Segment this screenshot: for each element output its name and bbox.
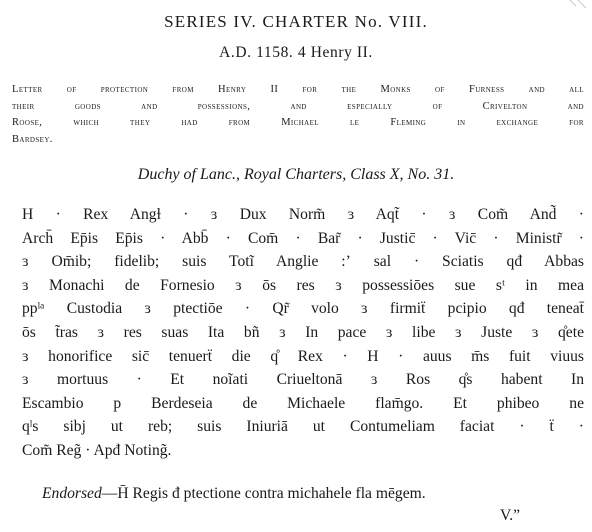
charter-line: ōs t̃ras ɜ res suas Ita bñ ɜ In pace ɜ libe ɜ Juste ɜ q̊ete — [22, 323, 584, 341]
charter-line: ɜ Monachi de Fornesio ɜ ōs res ɜ possessiōes sue sᵗ in mea — [22, 276, 584, 294]
summary-line: Letter of protection from Henry II for the Monks of Furness and all — [12, 84, 584, 95]
charter-line: ppˡᵃ Custodia ɜ ptectiōe · Qr̃ volo ɜ firmiẗ pcipio qđ teneat̄ — [22, 300, 584, 318]
series-heading: SERIES IV. CHARTER No. VIII. — [164, 12, 428, 31]
charter-line: ɜ honorifice sic̄ tenuerẗ die q̊ Rex · H · auus m̄s fuit viuus — [22, 347, 584, 365]
charter-line: ɜ Om̄ib; fidelib; suis Totĩ Anglie :ʼ sal · Sciatis qđ Abbas — [22, 253, 584, 271]
charter-line: Arch̄ Ep̄is Ep̄is · Abb̄ · Com̄ · Bar̃ · Justic̄ · Vic̄ · Ministr̃ · — [22, 229, 584, 247]
charter-line: ɜ mortuus · Et noĩati Criueltonā ɜ Ros q̊s habent In — [22, 371, 584, 389]
endorsement-text: —H̄ Regis đ ptectione contra michahele fla mēgem. — [101, 485, 426, 502]
charter-text — [22, 203, 584, 463]
charter-line: qˡs sibj ut reb; suis Iniuriā ut Contumeliam faciat · ẗ · — [22, 418, 584, 436]
charter-summary — [12, 82, 584, 148]
date-heading: A.D. 1158. 4 Henry II. — [219, 44, 373, 61]
summary-line: Roose, which they had from Michael le Fleming in exchange for — [12, 117, 584, 128]
charter-line: Escambio p Berdeseia de Michaele flam̄go. Et phibeo ne — [22, 394, 584, 412]
summary-line: their goods and possessions, and especially of Crivelton and — [12, 100, 584, 112]
endorsement-label: Endorsed — [42, 485, 102, 502]
endorsement — [42, 483, 582, 505]
charter-line: H · Rex Angɫ · ɜ Dux Norm̃ ɜ Aqt̃ · ɜ Com̃ And̃ · — [22, 206, 584, 223]
source-citation: Duchy of Lanc., Royal Charters, Class X, No. 31. — [137, 166, 455, 183]
charter-line: Com̃ Reg̃ · Apđ Noting̃. — [22, 441, 172, 459]
endorsement-tail: V.” — [500, 507, 521, 524]
summary-line: Bardsey. — [12, 133, 53, 145]
